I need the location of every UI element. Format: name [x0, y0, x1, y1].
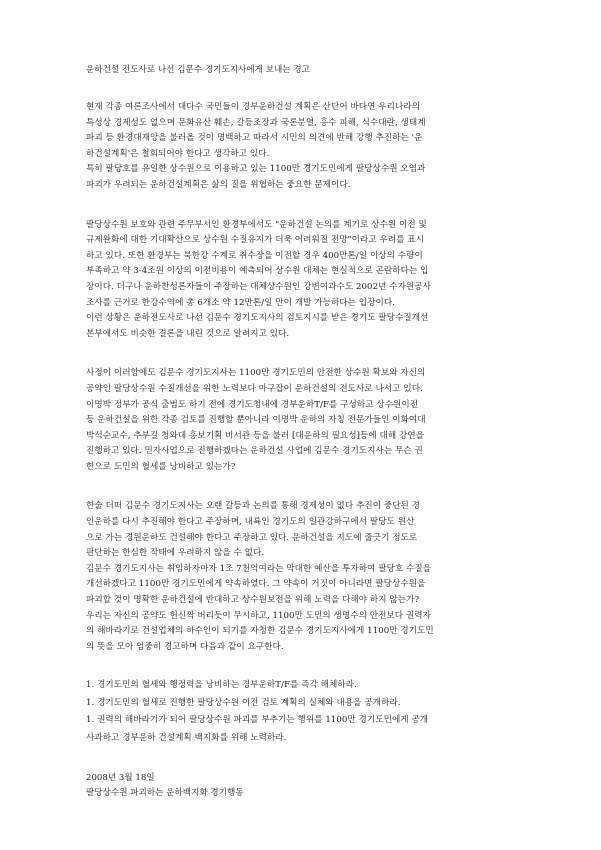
text-line: 인운하를 다시 추진해야 한다고 주장하며, 내륙인 경기도의 일관강하구에서 팔당도 원산: [86, 517, 415, 528]
document-title: 운하건설 전도사로 나선 김문수 경기도지사에게 보내는 경고: [86, 65, 310, 75]
text-line: 하건설계획'은 철회되어야 한다고 생각하고 있다.: [86, 148, 270, 159]
paragraph-1: [86, 100, 517, 194]
text-line: 규제완화에 대한 기대확산으로 상수원 수질유지가 더욱 어려워질 전망"이라고 우려를 표시: [86, 235, 425, 246]
text-line: 개선하겠다고 1100만 경기도민에게 약속하였다. 그 약속이 거짓이 아니라면 팔당상수원을: [86, 579, 426, 590]
document-date: 2008년 3월 18일: [86, 773, 155, 784]
text-line: 이런 상황은 운하전도사로 나선 김문수 경기도지사의 검토지시를 받은 경기도 팔당수질개선: [86, 313, 429, 324]
text-line: 파괴가 우려되는 운하건설계획은 삶의 질을 위협하는 중요한 문제이다.: [86, 179, 351, 190]
text-line: 의 해바라기로 건설업체의 하수인이 되기를 자청한 김문수 경기도지사에게 1100만 경기도민: [86, 626, 434, 637]
text-line: 이명박 정부가 공식 출범도 하기 전에 경기도청내에 경부운하T/F를 구성하고 상수원이전: [86, 399, 419, 410]
text-line: 현재 각종 여론조사에서 대다수 국민들이 경부운하건설 계획은 산단어 바다연 우리나라의: [86, 102, 421, 112]
text-line: 파괴 등 환경대재앙을 불러올 것이 명백하고 따라서 시민의 의견에 반해 강행 추진하는 '운: [86, 133, 423, 144]
text-line: 부족하고 약 3-4조원 이상의 이전비용이 예측되어 상수원 대체는 현실적으로 곤란하다는 입: [86, 266, 429, 277]
demand-item: 1. 경기도민의 혈세로 진행한 팔당상수원 이전 검토 계획의 실체와 내용을 공개하라.: [86, 697, 401, 708]
text-line: 진행하고 있다. 민자사업으로 진행하겠다는 운하건설 사업에 김문수 경기도지사는 무슨 권: [86, 446, 423, 457]
document-signature: 팔당상수원 파괴하는 운하백지화 경기행동: [86, 788, 244, 799]
text-line: 장이다. 더구나 운하찬성론자들이 주장하는 대체상수원인 강변여과수도 2002년 수자원공사: [86, 281, 431, 292]
text-line: 우리는 자신의 공약도 헌신짝 버리듯이 무시하고, 1100만 도민의 생명수의 안전보다 권력자: [86, 610, 431, 621]
text-line: 특성상 경제성도 없으며 문화유산 훼손, 갈등조장과 국론분열, 홍수 피해, 식수대란, 생태계: [86, 117, 426, 128]
text-line: 의 뜻을 모아 엄중히 경고하며 다음과 같이 요구한다.: [86, 641, 284, 652]
text-line: 한으로 도민의 혈세를 낭비하고 있는가?: [86, 461, 236, 472]
demand-item: 1. 권력의 해바라기가 되어 팔당상수원 파괴를 부추기는 행위를 1100만 경기도민에게 공개: [86, 715, 429, 726]
text-line: 공약인 팔당상수원 수질개선을 위한 노력보다 마구잡이 운하건설의 전도사로 나서고 있다.: [86, 383, 423, 394]
demand-item: 사과하고 경부운하 건설계획 백지화를 위해 노력하라.: [86, 732, 287, 743]
demand-item: 1. 경기도민의 혈세와 행정력을 낭비하는 경부운하T/F를 즉각 해체하라.: [86, 680, 357, 691]
text-line: 김문수 경기도지사는 취임하자마자 1조 7천억여라는 막대한 예산을 투자하여 팔당호 수질을: [86, 563, 432, 574]
paragraph-4: [86, 499, 517, 655]
paragraph-3: [86, 366, 517, 475]
paragraph-2: [86, 218, 517, 343]
demands-list: [86, 677, 517, 747]
text-line: 조사를 근거로 한강수역에 총 6개소 약 12만톤/일 만이 개발 가능하다는 입장이다.: [86, 297, 395, 308]
text-line: 박석순교수, 추부길 청와대 홍보기획 비서관 등을 불러 [대운하의 필요성]등에 대해 강연을: [86, 430, 425, 441]
text-line: 으로 가는 경원운하도 건설해야 한다고 주장하고 있다. 운하건설을 지도에 줄긋기 정도로: [86, 532, 418, 543]
text-line: 사정이 이러함에도 김문수 경기도지사는 1100만 경기도민의 안전한 상수원 확보와 자신의: [86, 368, 426, 379]
text-line: 하고 있다. 또한 환경부는 북한강 수계로 취수장을 이전할 경우 400만톤/일 이상의 수량이: [86, 250, 423, 261]
text-line: 본부에서도 비슷한 결론을 내린 것으로 알려지고 있다.: [86, 328, 290, 339]
text-line: 팔당상수원 보호와 관련 주무부서인 환경부에서도 "운하건설 논의를 계기로 상수원 이전 및: [86, 219, 427, 230]
text-line: 한술 더떠 김문수 경기도지사는 오랜 갈등과 논의를 통해 경제성이 없다 추진이 중단된 경: [86, 501, 421, 512]
text-line: 등 운하건설을 위한 각종 검토를 진행할 뿐아니라 이명박 운하의 자칭 전문가들인 이화여대: [86, 415, 426, 426]
text-line: 특히 팔당호를 유일한 상수원으로 이용하고 있는 1100만 경기도민에게 팔당상수원 오염과: [86, 164, 426, 175]
text-line: 파괴할 것이 명확한 운하건설에 반대하고 상수원보전을 위해 노력을 다해야 하지 않는가?: [86, 595, 420, 606]
text-line: 판단하는 한심한 작태에 우려하지 않을 수 없다.: [86, 548, 265, 559]
